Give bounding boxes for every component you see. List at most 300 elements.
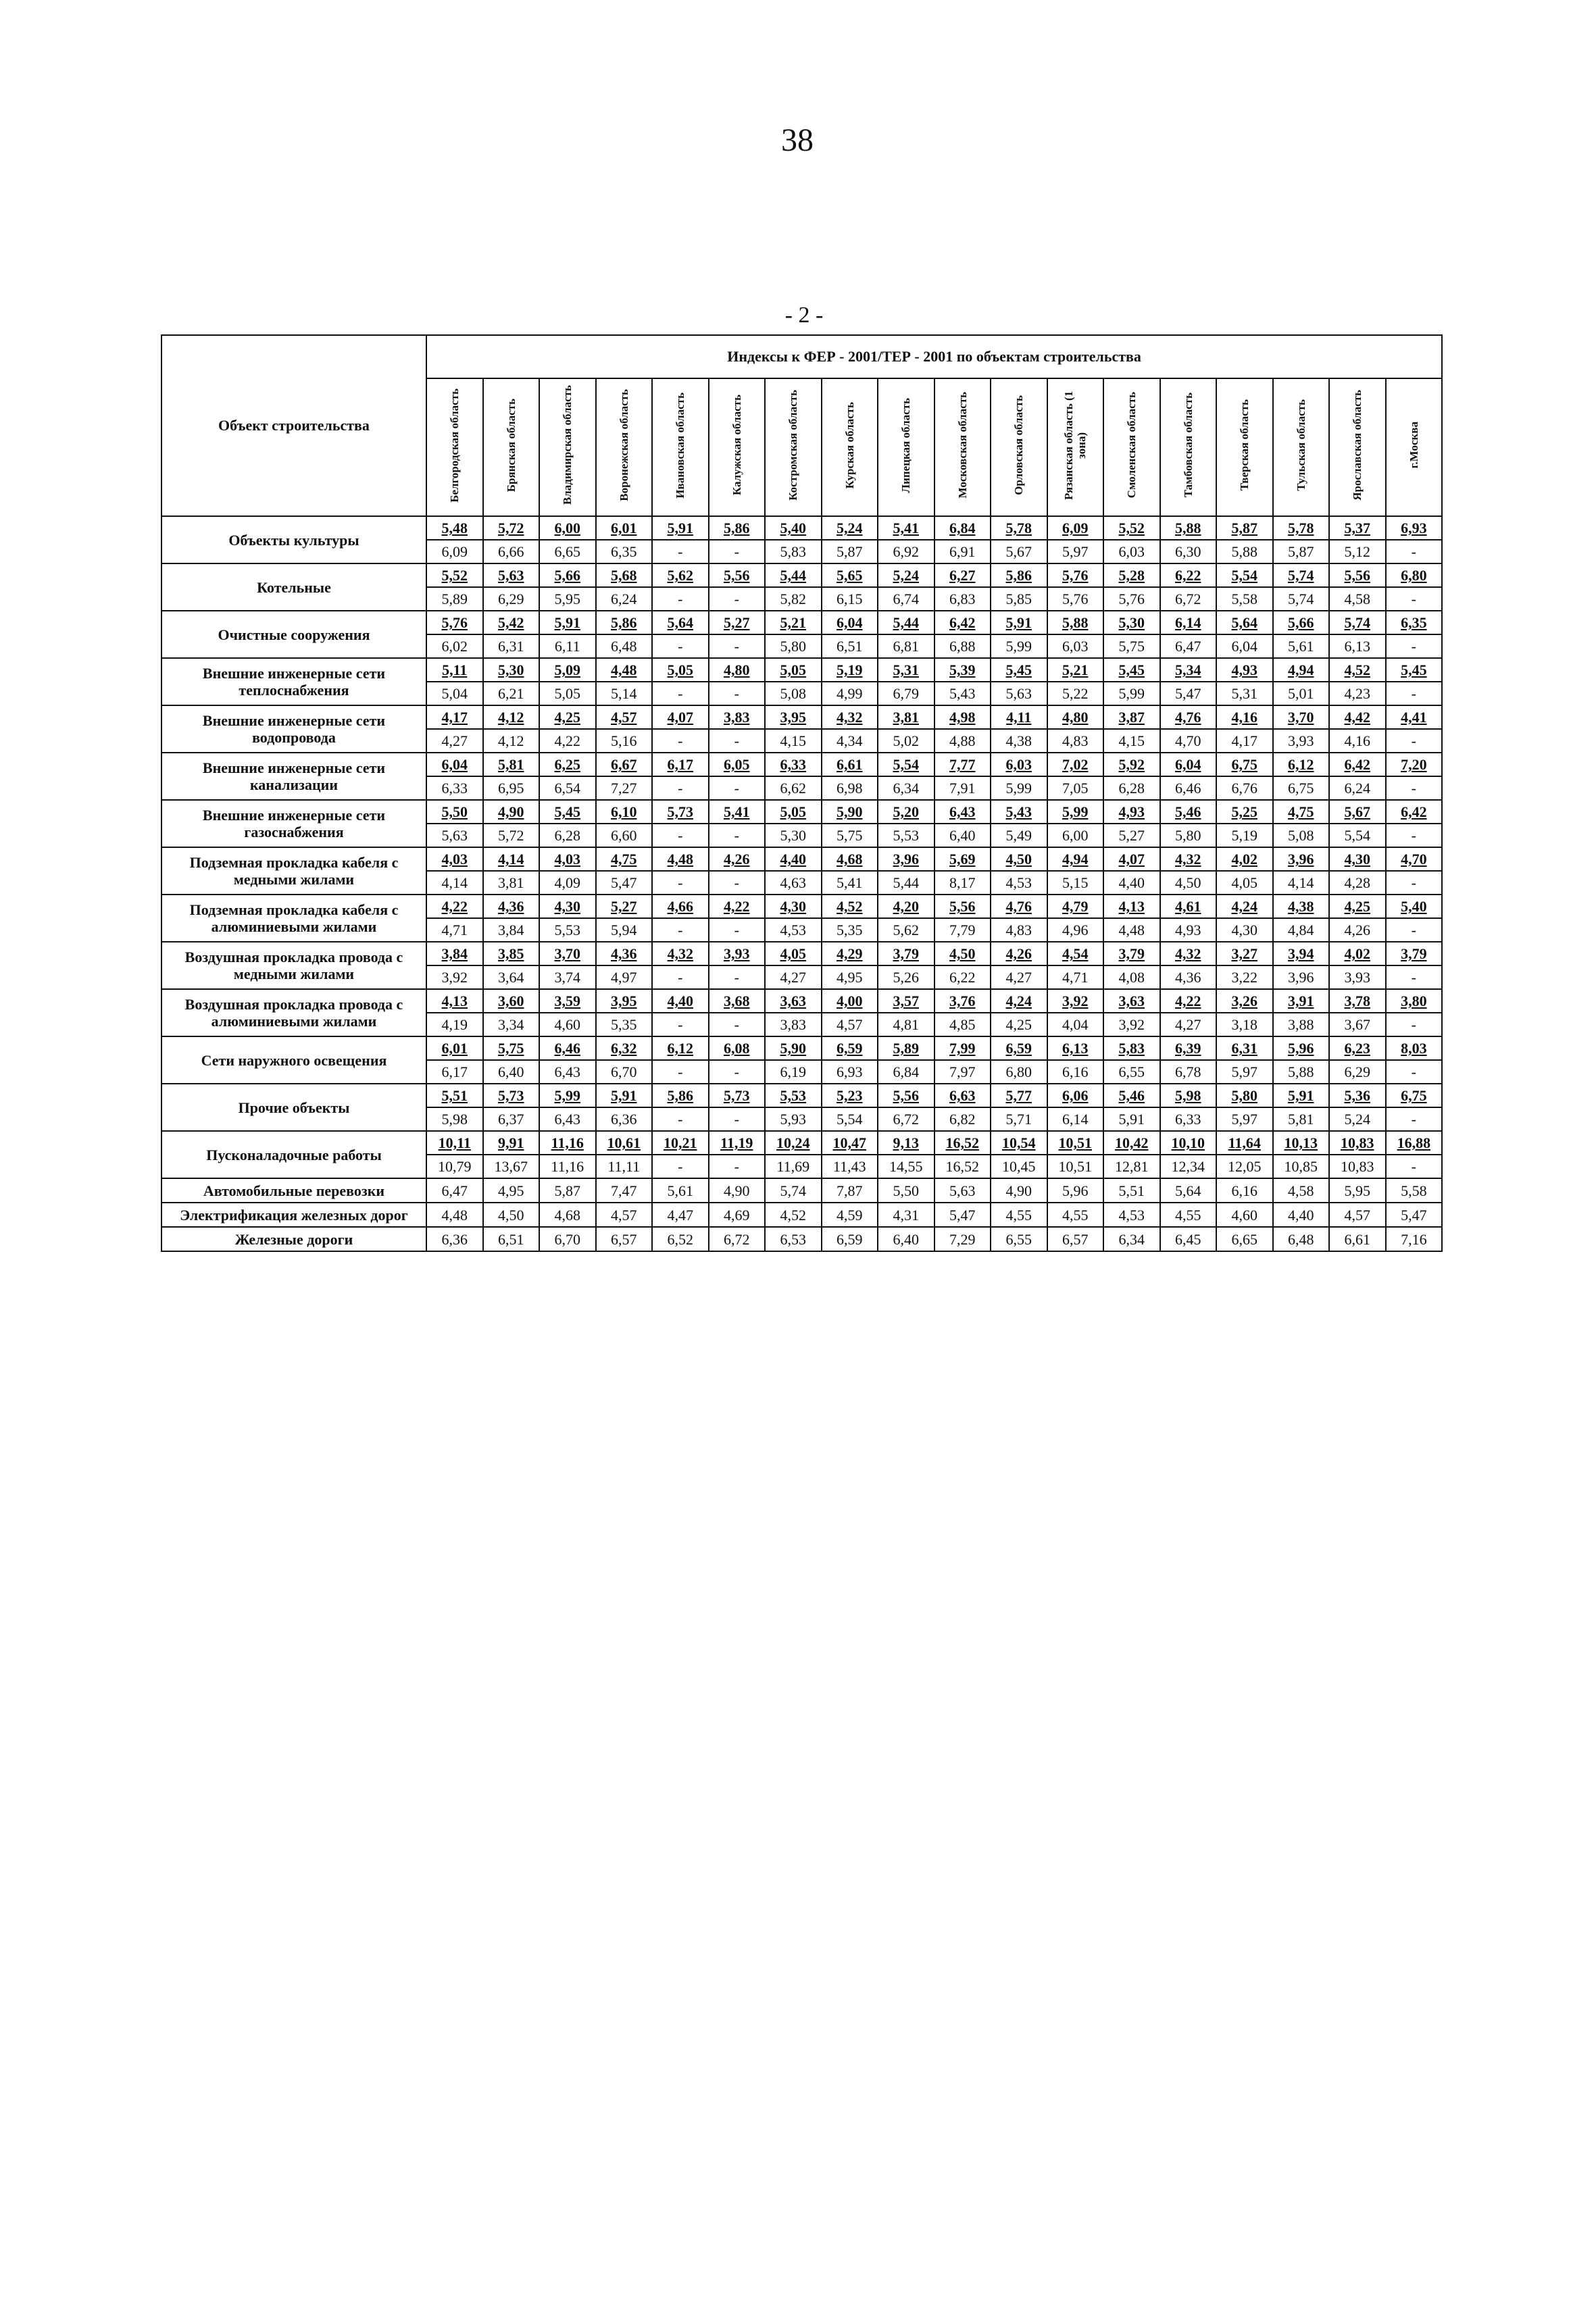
fer-index-cell: 4,76 bbox=[1160, 705, 1217, 729]
ter-index-cell: - bbox=[652, 1060, 709, 1084]
ter-index-cell: 3,67 bbox=[1329, 1013, 1386, 1036]
fer-index-cell: 6,27 bbox=[934, 563, 991, 587]
region-label: Тульская область bbox=[1294, 399, 1307, 491]
ter-index-cell: 5,63 bbox=[426, 824, 483, 847]
fer-index-cell: 6,03 bbox=[991, 753, 1047, 776]
fer-index-cell: 5,28 bbox=[1103, 563, 1160, 587]
fer-index-cell: 5,86 bbox=[652, 1084, 709, 1107]
fer-index-cell: 4,25 bbox=[539, 705, 596, 729]
ter-index-cell: 7,05 bbox=[1047, 776, 1104, 800]
ter-index-cell: - bbox=[652, 918, 709, 942]
ter-index-cell: - bbox=[709, 540, 766, 563]
ter-index-cell: - bbox=[1386, 1107, 1443, 1131]
fer-index-cell: 5,27 bbox=[596, 895, 653, 918]
fer-index-cell: 5,73 bbox=[483, 1084, 540, 1107]
index-cell: 6,61 bbox=[1329, 1227, 1386, 1251]
object-name: Электрификация железных дорог bbox=[161, 1203, 426, 1227]
fer-index-cell: 3,63 bbox=[765, 989, 822, 1013]
ter-index-cell: 6,28 bbox=[539, 824, 596, 847]
fer-index-cell: 3,70 bbox=[1273, 705, 1330, 729]
ter-index-cell: 6,91 bbox=[934, 540, 991, 563]
ter-index-cell: 4,27 bbox=[426, 729, 483, 753]
ter-index-cell: 5,27 bbox=[1103, 824, 1160, 847]
index-cell: 6,59 bbox=[822, 1227, 878, 1251]
fer-index-cell: 3,83 bbox=[709, 705, 766, 729]
index-cell: 5,61 bbox=[652, 1178, 709, 1203]
table-row bbox=[161, 658, 1442, 682]
table-row bbox=[161, 753, 1442, 776]
object-column-header: Объект строительства bbox=[161, 335, 426, 516]
fer-index-cell: 16,88 bbox=[1386, 1131, 1443, 1155]
ter-index-cell: 4,70 bbox=[1160, 729, 1217, 753]
index-cell: 7,29 bbox=[934, 1227, 991, 1251]
ter-index-cell: 5,35 bbox=[822, 918, 878, 942]
fer-index-cell: 5,05 bbox=[652, 658, 709, 682]
fer-index-cell: 4,98 bbox=[934, 705, 991, 729]
fer-index-cell: 4,94 bbox=[1273, 658, 1330, 682]
fer-index-cell: 4,94 bbox=[1047, 847, 1104, 871]
fer-index-cell: 9,13 bbox=[878, 1131, 934, 1155]
fer-index-cell: 3,78 bbox=[1329, 989, 1386, 1013]
region-header bbox=[426, 378, 483, 516]
fer-index-cell: 4,30 bbox=[1329, 847, 1386, 871]
fer-index-cell: 11,64 bbox=[1216, 1131, 1273, 1155]
fer-index-cell: 5,24 bbox=[878, 563, 934, 587]
ter-index-cell: 6,83 bbox=[934, 587, 991, 611]
ter-index-cell: 6,43 bbox=[539, 1107, 596, 1131]
ter-index-cell: 5,05 bbox=[539, 682, 596, 705]
ter-index-cell: 6,92 bbox=[878, 540, 934, 563]
ter-index-cell: 3,92 bbox=[1103, 1013, 1160, 1036]
ter-index-cell: - bbox=[652, 682, 709, 705]
fer-index-cell: 4,07 bbox=[1103, 847, 1160, 871]
ter-index-cell: 14,55 bbox=[878, 1155, 934, 1178]
fer-index-cell: 6,12 bbox=[652, 1036, 709, 1060]
fer-index-cell: 3,79 bbox=[1386, 942, 1443, 965]
fer-index-cell: 4,75 bbox=[1273, 800, 1330, 824]
fer-index-cell: 3,70 bbox=[539, 942, 596, 965]
ter-index-cell: 6,19 bbox=[765, 1060, 822, 1084]
ter-index-cell: - bbox=[709, 1060, 766, 1084]
index-cell: 6,55 bbox=[991, 1227, 1047, 1251]
ter-index-cell: - bbox=[1386, 1013, 1443, 1036]
fer-index-cell: 5,75 bbox=[483, 1036, 540, 1060]
ter-index-cell: 4,85 bbox=[934, 1013, 991, 1036]
object-name: Внешние инженерные сети водопровода bbox=[161, 705, 426, 753]
fer-index-cell: 5,88 bbox=[1047, 611, 1104, 634]
fer-index-cell: 4,48 bbox=[596, 658, 653, 682]
ter-index-cell: 10,83 bbox=[1329, 1155, 1386, 1178]
ter-index-cell: 4,53 bbox=[991, 871, 1047, 895]
ter-index-cell: 4,71 bbox=[1047, 965, 1104, 989]
region-label: Липецкая область bbox=[899, 397, 913, 493]
ter-index-cell: 6,31 bbox=[483, 634, 540, 658]
ter-index-cell: 6,47 bbox=[1160, 634, 1217, 658]
fer-index-cell: 4,79 bbox=[1047, 895, 1104, 918]
index-cell: 6,16 bbox=[1216, 1178, 1273, 1203]
ter-index-cell: 5,24 bbox=[1329, 1107, 1386, 1131]
fer-index-cell: 5,83 bbox=[1103, 1036, 1160, 1060]
ter-index-cell: - bbox=[709, 1155, 766, 1178]
ter-index-cell: 10,45 bbox=[991, 1155, 1047, 1178]
fer-index-cell: 6,23 bbox=[1329, 1036, 1386, 1060]
fer-index-cell: 10,24 bbox=[765, 1131, 822, 1155]
ter-index-cell: 4,38 bbox=[991, 729, 1047, 753]
fer-index-cell: 5,37 bbox=[1329, 516, 1386, 540]
ter-index-cell: 6,76 bbox=[1216, 776, 1273, 800]
fer-index-cell: 4,26 bbox=[991, 942, 1047, 965]
fer-index-cell: 5,42 bbox=[483, 611, 540, 634]
ter-index-cell: - bbox=[709, 824, 766, 847]
fer-index-cell: 4,36 bbox=[596, 942, 653, 965]
fer-index-cell: 5,41 bbox=[878, 516, 934, 540]
fer-index-cell: 5,30 bbox=[1103, 611, 1160, 634]
fer-index-cell: 7,20 bbox=[1386, 753, 1443, 776]
fer-index-cell: 5,46 bbox=[1103, 1084, 1160, 1107]
fer-index-cell: 5,63 bbox=[483, 563, 540, 587]
fer-index-cell: 3,87 bbox=[1103, 705, 1160, 729]
object-name: Подземная прокладка кабеля с алюминиевыми жилами bbox=[161, 895, 426, 942]
ter-index-cell: 5,80 bbox=[1160, 824, 1217, 847]
fer-index-cell: 4,48 bbox=[652, 847, 709, 871]
ter-index-cell: 5,41 bbox=[822, 871, 878, 895]
fer-index-cell: 4,29 bbox=[822, 942, 878, 965]
ter-index-cell: 6,30 bbox=[1160, 540, 1217, 563]
object-name: Котельные bbox=[161, 563, 426, 611]
fer-index-cell: 3,92 bbox=[1047, 989, 1104, 1013]
ter-index-cell: 5,15 bbox=[1047, 871, 1104, 895]
ter-index-cell: 6,98 bbox=[822, 776, 878, 800]
ter-index-cell: - bbox=[1386, 776, 1443, 800]
fer-index-cell: 5,96 bbox=[1273, 1036, 1330, 1060]
ter-index-cell: 4,83 bbox=[1047, 729, 1104, 753]
fer-index-cell: 4,22 bbox=[1160, 989, 1217, 1013]
ter-index-cell: - bbox=[709, 1107, 766, 1131]
ter-index-cell: 3,96 bbox=[1273, 965, 1330, 989]
ter-index-cell: 4,09 bbox=[539, 871, 596, 895]
index-cell: 4,55 bbox=[1160, 1203, 1217, 1227]
fer-index-cell: 6,35 bbox=[1386, 611, 1443, 634]
ter-index-cell: 5,43 bbox=[934, 682, 991, 705]
fer-index-cell: 5,50 bbox=[426, 800, 483, 824]
ter-index-cell: 6,15 bbox=[822, 587, 878, 611]
fer-index-cell: 4,02 bbox=[1216, 847, 1273, 871]
ter-index-cell: 5,01 bbox=[1273, 682, 1330, 705]
fer-index-cell: 5,25 bbox=[1216, 800, 1273, 824]
fer-index-cell: 6,84 bbox=[934, 516, 991, 540]
ter-index-cell: 4,71 bbox=[426, 918, 483, 942]
index-cell: 4,55 bbox=[991, 1203, 1047, 1227]
ter-index-cell: - bbox=[1386, 871, 1443, 895]
ter-index-cell: 4,40 bbox=[1103, 871, 1160, 895]
ter-index-cell: 5,30 bbox=[765, 824, 822, 847]
region-header bbox=[483, 378, 540, 516]
region-header bbox=[1103, 378, 1160, 516]
ter-index-cell: - bbox=[1386, 540, 1443, 563]
object-name: Автомобильные перевозки bbox=[161, 1178, 426, 1203]
ter-index-cell: 5,26 bbox=[878, 965, 934, 989]
table-row bbox=[161, 989, 1442, 1013]
fer-index-cell: 4,22 bbox=[426, 895, 483, 918]
fer-index-cell: 11,16 bbox=[539, 1131, 596, 1155]
ter-index-cell: 10,79 bbox=[426, 1155, 483, 1178]
index-cell: 6,51 bbox=[483, 1227, 540, 1251]
ter-index-cell: 4,25 bbox=[991, 1013, 1047, 1036]
fer-index-cell: 6,46 bbox=[539, 1036, 596, 1060]
ter-index-cell: 4,26 bbox=[1329, 918, 1386, 942]
ter-index-cell: 5,76 bbox=[1047, 587, 1104, 611]
index-cell: 5,50 bbox=[878, 1178, 934, 1203]
ter-index-cell: 4,05 bbox=[1216, 871, 1273, 895]
ter-index-cell: 4,63 bbox=[765, 871, 822, 895]
ter-index-cell: 6,65 bbox=[539, 540, 596, 563]
fer-index-cell: 5,73 bbox=[709, 1084, 766, 1107]
fer-index-cell: 6,75 bbox=[1216, 753, 1273, 776]
fer-index-cell: 7,77 bbox=[934, 753, 991, 776]
object-name: Внешние инженерные сети канализации bbox=[161, 753, 426, 800]
index-cell: 4,57 bbox=[1329, 1203, 1386, 1227]
fer-index-cell: 5,92 bbox=[1103, 753, 1160, 776]
fer-index-cell: 6,31 bbox=[1216, 1036, 1273, 1060]
ter-index-cell: 4,36 bbox=[1160, 965, 1217, 989]
ter-index-cell: 4,93 bbox=[1160, 918, 1217, 942]
fer-index-cell: 6,04 bbox=[1160, 753, 1217, 776]
fer-index-cell: 4,70 bbox=[1386, 847, 1443, 871]
ter-index-cell: 6,36 bbox=[596, 1107, 653, 1131]
fer-index-cell: 4,80 bbox=[1047, 705, 1104, 729]
fer-index-cell: 6,00 bbox=[539, 516, 596, 540]
fer-index-cell: 4,14 bbox=[483, 847, 540, 871]
fer-index-cell: 5,90 bbox=[765, 1036, 822, 1060]
fer-index-cell: 6,22 bbox=[1160, 563, 1217, 587]
ter-index-cell: 6,43 bbox=[539, 1060, 596, 1084]
fer-index-cell: 6,42 bbox=[934, 611, 991, 634]
ter-index-cell: 4,15 bbox=[1103, 729, 1160, 753]
region-label: Тамбовская область bbox=[1181, 393, 1195, 498]
fer-index-cell: 5,54 bbox=[1216, 563, 1273, 587]
ter-index-cell: 5,47 bbox=[1160, 682, 1217, 705]
fer-index-cell: 5,48 bbox=[426, 516, 483, 540]
ter-index-cell: 6,60 bbox=[596, 824, 653, 847]
fer-index-cell: 4,25 bbox=[1329, 895, 1386, 918]
ter-index-cell: 6,33 bbox=[426, 776, 483, 800]
fer-index-cell: 4,03 bbox=[539, 847, 596, 871]
region-label: Курская область bbox=[843, 401, 856, 489]
object-name: Сети наружного освещения bbox=[161, 1036, 426, 1084]
index-cell: 4,40 bbox=[1273, 1203, 1330, 1227]
ter-index-cell: 5,54 bbox=[1329, 824, 1386, 847]
fer-index-cell: 6,33 bbox=[765, 753, 822, 776]
fer-index-cell: 6,13 bbox=[1047, 1036, 1104, 1060]
ter-index-cell: 6,55 bbox=[1103, 1060, 1160, 1084]
ter-index-cell: 6,09 bbox=[426, 540, 483, 563]
ter-index-cell: 5,80 bbox=[765, 634, 822, 658]
ter-index-cell: 5,22 bbox=[1047, 682, 1104, 705]
ter-index-cell: 5,71 bbox=[991, 1107, 1047, 1131]
ter-index-cell: - bbox=[652, 587, 709, 611]
fer-index-cell: 5,39 bbox=[934, 658, 991, 682]
fer-index-cell: 6,17 bbox=[652, 753, 709, 776]
ter-index-cell: 4,96 bbox=[1047, 918, 1104, 942]
fer-index-cell: 5,69 bbox=[934, 847, 991, 871]
fer-index-cell: 5,78 bbox=[991, 516, 1047, 540]
ter-index-cell: - bbox=[1386, 587, 1443, 611]
ter-index-cell: 5,53 bbox=[878, 824, 934, 847]
fer-index-cell: 5,56 bbox=[709, 563, 766, 587]
fer-index-cell: 5,45 bbox=[991, 658, 1047, 682]
fer-index-cell: 5,36 bbox=[1329, 1084, 1386, 1107]
ter-index-cell: 5,02 bbox=[878, 729, 934, 753]
fer-index-cell: 4,32 bbox=[652, 942, 709, 965]
ter-index-cell: 5,95 bbox=[539, 587, 596, 611]
ter-index-cell: 6,34 bbox=[878, 776, 934, 800]
ter-index-cell: 6,24 bbox=[596, 587, 653, 611]
fer-index-cell: 5,11 bbox=[426, 658, 483, 682]
fer-index-cell: 3,26 bbox=[1216, 989, 1273, 1013]
ter-index-cell: 10,51 bbox=[1047, 1155, 1104, 1178]
ter-index-cell: 6,04 bbox=[1216, 634, 1273, 658]
region-label: Тверская область bbox=[1238, 399, 1251, 491]
index-cell: 4,47 bbox=[652, 1203, 709, 1227]
ter-index-cell: 6,78 bbox=[1160, 1060, 1217, 1084]
fer-index-cell: 5,21 bbox=[765, 611, 822, 634]
index-cell: 5,58 bbox=[1386, 1178, 1443, 1203]
index-cell: 5,96 bbox=[1047, 1178, 1104, 1203]
region-header bbox=[822, 378, 878, 516]
ter-index-cell: 6,51 bbox=[822, 634, 878, 658]
region-header bbox=[596, 378, 653, 516]
index-cell: 6,57 bbox=[1047, 1227, 1104, 1251]
fer-index-cell: 5,67 bbox=[1329, 800, 1386, 824]
ter-index-cell: 5,88 bbox=[1273, 1060, 1330, 1084]
index-cell: 7,16 bbox=[1386, 1227, 1443, 1251]
index-cell: 4,58 bbox=[1273, 1178, 1330, 1203]
ter-index-cell: 5,75 bbox=[1103, 634, 1160, 658]
ter-index-cell: 5,81 bbox=[1273, 1107, 1330, 1131]
ter-index-cell: - bbox=[652, 1155, 709, 1178]
ter-index-cell: 5,97 bbox=[1047, 540, 1104, 563]
fer-index-cell: 5,51 bbox=[426, 1084, 483, 1107]
ter-index-cell: 6,28 bbox=[1103, 776, 1160, 800]
ter-index-cell: - bbox=[652, 729, 709, 753]
ter-index-cell: 4,81 bbox=[878, 1013, 934, 1036]
fer-index-cell: 10,47 bbox=[822, 1131, 878, 1155]
ter-index-cell: 5,93 bbox=[765, 1107, 822, 1131]
table-row bbox=[161, 1178, 1442, 1203]
index-cell: 6,52 bbox=[652, 1227, 709, 1251]
ter-index-cell: 3,83 bbox=[765, 1013, 822, 1036]
ter-index-cell: - bbox=[709, 682, 766, 705]
table-row bbox=[161, 895, 1442, 918]
fer-index-cell: 10,13 bbox=[1273, 1131, 1330, 1155]
fer-index-cell: 5,45 bbox=[1386, 658, 1443, 682]
ter-index-cell: 16,52 bbox=[934, 1155, 991, 1178]
fer-index-cell: 11,19 bbox=[709, 1131, 766, 1155]
fer-index-cell: 4,03 bbox=[426, 847, 483, 871]
ter-index-cell: 4,23 bbox=[1329, 682, 1386, 705]
ter-index-cell: 5,76 bbox=[1103, 587, 1160, 611]
fer-index-cell: 4,12 bbox=[483, 705, 540, 729]
index-cell: 4,90 bbox=[709, 1178, 766, 1203]
ter-index-cell: 12,81 bbox=[1103, 1155, 1160, 1178]
fer-index-cell: 3,27 bbox=[1216, 942, 1273, 965]
table-row bbox=[161, 1036, 1442, 1060]
index-cell: 5,95 bbox=[1329, 1178, 1386, 1203]
object-name: Пусконаладочные работы bbox=[161, 1131, 426, 1178]
ter-index-cell: - bbox=[652, 871, 709, 895]
fer-index-cell: 7,99 bbox=[934, 1036, 991, 1060]
fer-index-cell: 6,80 bbox=[1386, 563, 1443, 587]
fer-index-cell: 4,50 bbox=[934, 942, 991, 965]
fer-index-cell: 4,22 bbox=[709, 895, 766, 918]
ter-index-cell: - bbox=[652, 965, 709, 989]
ter-index-cell: 5,44 bbox=[878, 871, 934, 895]
ter-index-cell: 6,84 bbox=[878, 1060, 934, 1084]
fer-index-cell: 6,67 bbox=[596, 753, 653, 776]
region-header bbox=[934, 378, 991, 516]
ter-index-cell: 13,67 bbox=[483, 1155, 540, 1178]
fer-index-cell: 4,30 bbox=[539, 895, 596, 918]
fer-index-cell: 5,44 bbox=[878, 611, 934, 634]
ter-index-cell: 6,22 bbox=[934, 965, 991, 989]
index-cell: 6,65 bbox=[1216, 1227, 1273, 1251]
indices-main-header: Индексы к ФЕР - 2001/ТЕР - 2001 по объектам строительства bbox=[426, 335, 1442, 378]
ter-index-cell: 11,16 bbox=[539, 1155, 596, 1178]
ter-index-cell: 11,43 bbox=[822, 1155, 878, 1178]
ter-index-cell: 6,72 bbox=[878, 1107, 934, 1131]
ter-index-cell: 6,81 bbox=[878, 634, 934, 658]
fer-index-cell: 6,43 bbox=[934, 800, 991, 824]
fer-index-cell: 4,52 bbox=[1329, 658, 1386, 682]
indices-table bbox=[161, 334, 1443, 1252]
fer-index-cell: 5,05 bbox=[765, 800, 822, 824]
fer-index-cell: 3,84 bbox=[426, 942, 483, 965]
fer-index-cell: 5,86 bbox=[991, 563, 1047, 587]
ter-index-cell: 5,31 bbox=[1216, 682, 1273, 705]
ter-index-cell: - bbox=[709, 1013, 766, 1036]
ter-index-cell: - bbox=[652, 1107, 709, 1131]
index-cell: 5,64 bbox=[1160, 1178, 1217, 1203]
fer-index-cell: 5,99 bbox=[1047, 800, 1104, 824]
fer-index-cell: 5,88 bbox=[1160, 516, 1217, 540]
fer-index-cell: 6,09 bbox=[1047, 516, 1104, 540]
fer-index-cell: 6,59 bbox=[991, 1036, 1047, 1060]
ter-index-cell: 5,72 bbox=[483, 824, 540, 847]
ter-index-cell: 5,97 bbox=[1216, 1060, 1273, 1084]
ter-index-cell: - bbox=[709, 587, 766, 611]
fer-index-cell: 4,16 bbox=[1216, 705, 1273, 729]
ter-index-cell: 4,83 bbox=[991, 918, 1047, 942]
fer-index-cell: 3,95 bbox=[596, 989, 653, 1013]
ter-index-cell: 3,74 bbox=[539, 965, 596, 989]
index-cell: 4,69 bbox=[709, 1203, 766, 1227]
fer-index-cell: 5,86 bbox=[596, 611, 653, 634]
ter-index-cell: 3,84 bbox=[483, 918, 540, 942]
fer-index-cell: 10,51 bbox=[1047, 1131, 1104, 1155]
fer-index-cell: 3,95 bbox=[765, 705, 822, 729]
ter-index-cell: 5,85 bbox=[991, 587, 1047, 611]
fer-index-cell: 4,17 bbox=[426, 705, 483, 729]
fer-index-cell: 3,76 bbox=[934, 989, 991, 1013]
index-cell: 4,48 bbox=[426, 1203, 483, 1227]
ter-index-cell: - bbox=[1386, 965, 1443, 989]
fer-index-cell: 6,93 bbox=[1386, 516, 1443, 540]
index-cell: 4,50 bbox=[483, 1203, 540, 1227]
object-name: Воздушная прокладка провода с медными жилами bbox=[161, 942, 426, 989]
index-cell: 6,47 bbox=[426, 1178, 483, 1203]
fer-index-cell: 4,75 bbox=[596, 847, 653, 871]
ter-index-cell: 4,28 bbox=[1329, 871, 1386, 895]
